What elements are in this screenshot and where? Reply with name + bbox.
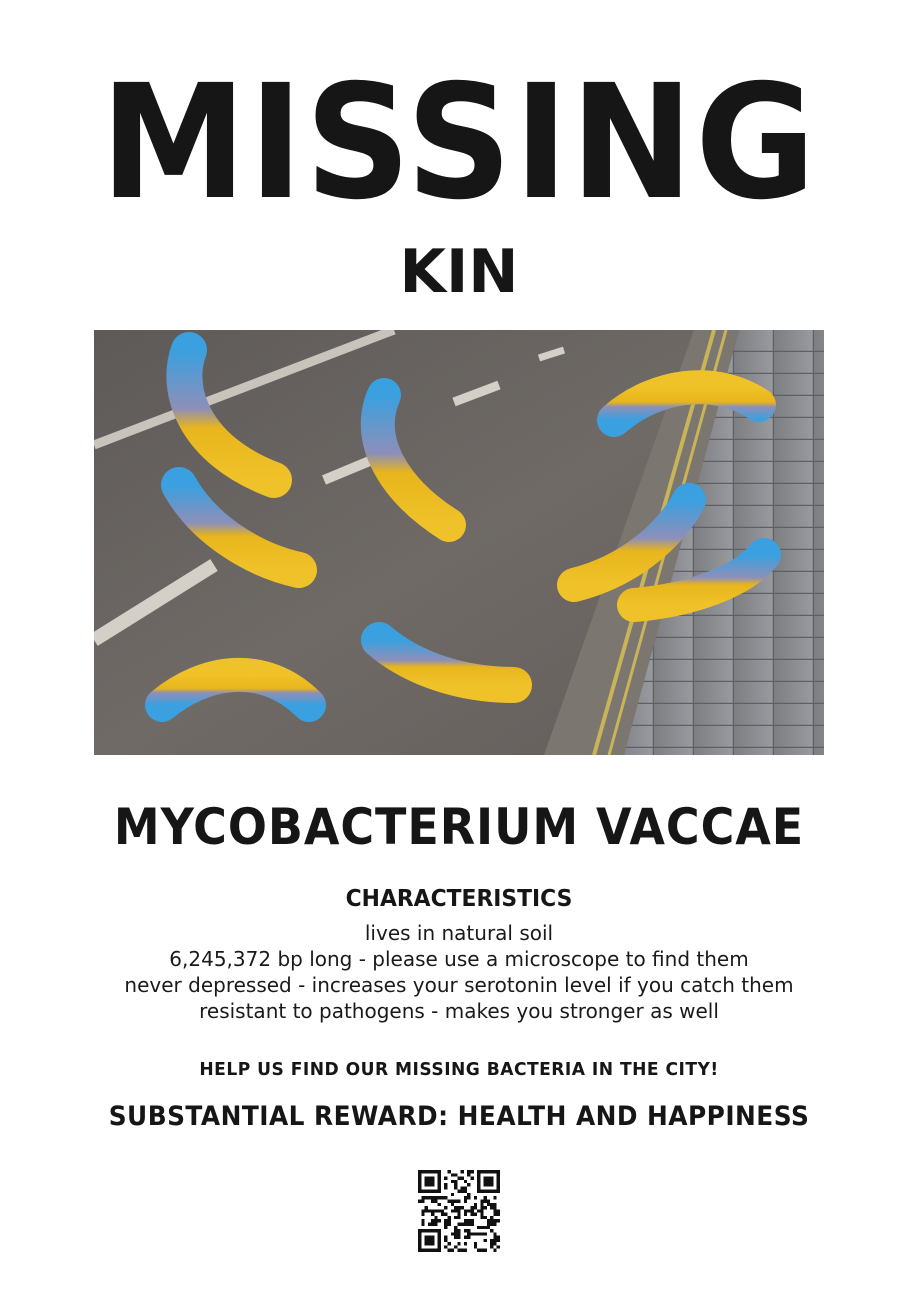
species-name: MYCOBACTERIUM VACCAE xyxy=(113,798,805,856)
characteristics-list xyxy=(0,920,918,1024)
characteristic-item: resistant to pathogens - makes you stronger as well xyxy=(199,999,719,1023)
characteristic-item: lives in natural soil xyxy=(364,921,554,945)
poster-subtitle: KIN xyxy=(399,237,519,307)
qr-code-icon[interactable] xyxy=(418,1170,500,1252)
help-text: HELP US FIND OUR MISSING BACTERIA IN THE CITY! xyxy=(199,1059,719,1080)
reward-text: SUBSTANTIAL REWARD: HEALTH AND HAPPINESS xyxy=(108,1101,810,1132)
characteristics-heading: CHARACTERISTICS xyxy=(345,886,573,912)
characteristic-item: never depressed - increases your serotonin level if you catch them xyxy=(124,973,794,997)
characteristic-item: 6,245,372 bp long - please use a microscope to find them xyxy=(169,947,749,971)
poster-title: MISSING xyxy=(100,51,818,235)
bacteria-photo xyxy=(94,330,824,755)
